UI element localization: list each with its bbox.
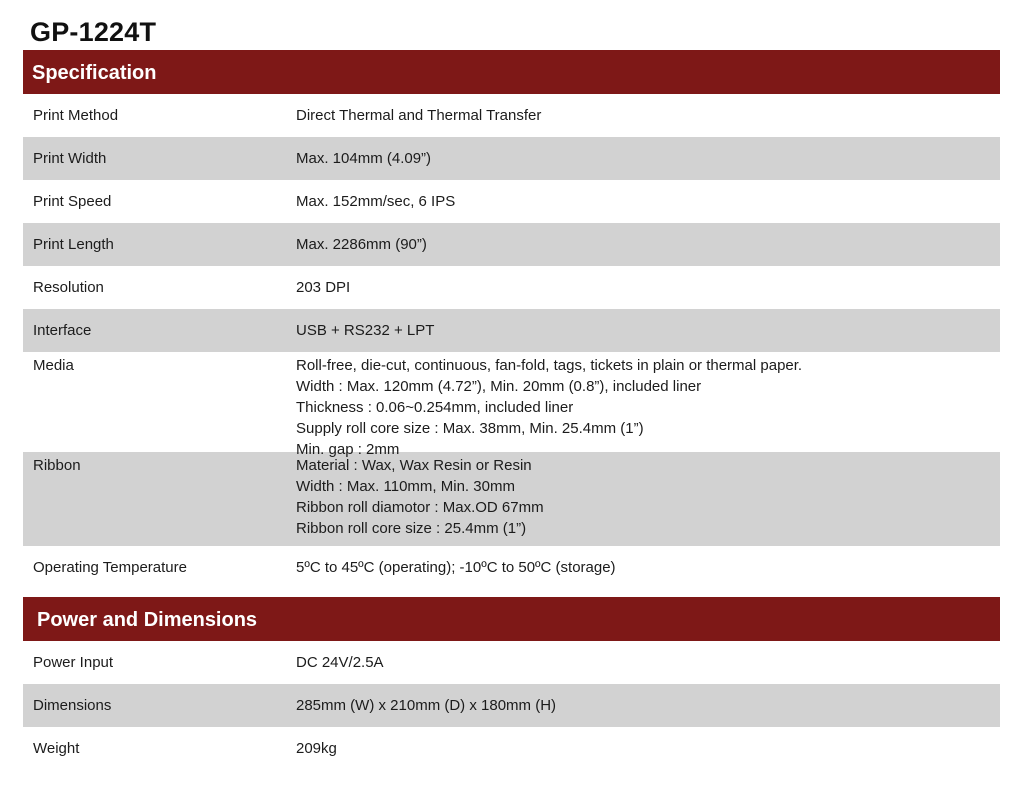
spec-label: Media xyxy=(33,357,74,374)
spec-label: Print Method xyxy=(33,107,119,124)
page-title: GP-1224T xyxy=(30,17,157,47)
spec-value: 209kg xyxy=(296,740,337,757)
spec-value: 285mm (W) x 210mm (D) x 180mm (H) xyxy=(296,697,557,714)
spec-value: USB + RS232 + LPT xyxy=(296,322,435,339)
spec-label: Print Width xyxy=(33,150,107,167)
spec-row-weight xyxy=(23,727,1000,770)
ribbon-line: Material : Wax, Wax Resin or Resin xyxy=(296,457,532,474)
spec-sheet xyxy=(23,10,1000,770)
spec-row-print-width xyxy=(23,137,1000,180)
section-header-specification: Specification xyxy=(23,50,1000,94)
spec-label: Ribbon xyxy=(33,457,81,474)
ribbon-line: Ribbon roll core size : 25.4mm (1”) xyxy=(296,520,527,537)
spec-value: Direct Thermal and Thermal Transfer xyxy=(296,107,542,124)
spec-row-print-method xyxy=(23,94,1000,137)
spec-label: Print Length xyxy=(33,236,114,253)
spec-value: Max. 104mm (4.09”) xyxy=(296,150,432,167)
spec-value: 5ºC to 45ºC (operating); -10ºC to 50ºC (storage) xyxy=(296,559,616,576)
section-header-power-dimensions: Power and Dimensions xyxy=(23,597,1000,641)
spec-label: Weight xyxy=(33,740,80,757)
spec-row-interface xyxy=(23,309,1000,352)
spec-label: Interface xyxy=(33,322,92,339)
spec-row-print-speed xyxy=(23,180,1000,223)
spec-value: 203 DPI xyxy=(296,279,351,296)
media-line: Min. gap : 2mm xyxy=(296,441,400,458)
spec-label: Dimensions xyxy=(33,697,112,714)
spec-value-multiline xyxy=(296,452,1000,539)
media-line: Roll-free, die-cut, continuous, fan-fold, tags, tickets in plain or thermal paper. xyxy=(296,357,803,374)
spec-row-operating-temperature xyxy=(23,546,1000,589)
spec-value: Max. 2286mm (90”) xyxy=(296,236,427,253)
spec-value: DC 24V/2.5A xyxy=(296,654,384,671)
media-line: Width : Max. 120mm (4.72”), Min. 20mm (0.8”), included liner xyxy=(296,378,702,395)
spec-value-multiline xyxy=(296,352,1000,460)
media-line: Supply roll core size : Max. 38mm, Min. 25.4mm (1”) xyxy=(296,420,644,437)
spec-row-power-input xyxy=(23,641,1000,684)
spec-row-print-length xyxy=(23,223,1000,266)
spec-row-resolution xyxy=(23,266,1000,309)
spec-label: Resolution xyxy=(33,279,104,296)
spec-row-media xyxy=(23,352,1000,458)
ribbon-line: Ribbon roll diamotor : Max.OD 67mm xyxy=(296,499,544,516)
spec-label: Operating Temperature xyxy=(33,559,187,576)
spec-row-dimensions xyxy=(23,684,1000,727)
spec-label: Power Input xyxy=(33,654,114,671)
spec-row-ribbon xyxy=(23,452,1000,546)
spec-label: Print Speed xyxy=(33,193,112,210)
media-line: Thickness : 0.06~0.254mm, included liner xyxy=(296,399,574,416)
ribbon-line: Width : Max. 110mm, Min. 30mm xyxy=(296,478,515,495)
spec-value: Max. 152mm/sec, 6 IPS xyxy=(296,193,456,210)
